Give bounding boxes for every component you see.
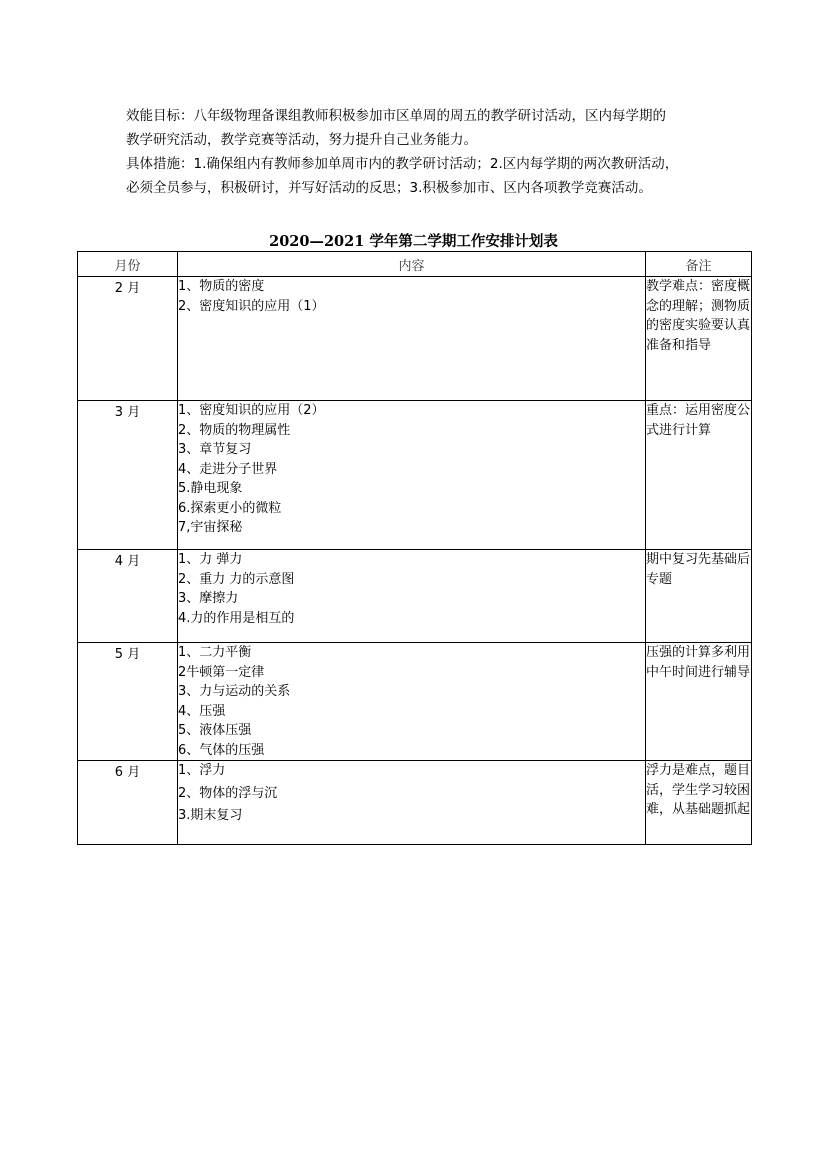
header-content: 内容 bbox=[178, 252, 646, 277]
month-cell: 6 月 bbox=[78, 761, 178, 845]
content-item: 5.静电现象 bbox=[178, 481, 243, 496]
content-item: 2、物体的浮与沉 bbox=[178, 785, 278, 801]
note-cell: 期中复习先基础后专题 bbox=[646, 550, 752, 643]
content-item: 1、浮力 bbox=[178, 763, 226, 778]
content-item: 1、力 弹力 bbox=[178, 552, 243, 567]
intro-line-1: 效能目标：八年级物理备课组教师积极参加市区单周的周五的教学研讨活动，区内每学期的 bbox=[126, 108, 666, 124]
table-title: 2020—2021 学年第二学期工作安排计划表 bbox=[269, 233, 558, 250]
intro-line-4: 必须全员参与，积极研讨，并写好活动的反思；3.积极参加市、区内各项教学竞赛活动。 bbox=[126, 180, 652, 196]
content-item: 2牛顿第一定律 bbox=[178, 664, 265, 680]
content-item: 1、二力平衡 bbox=[178, 645, 252, 660]
content-cell bbox=[178, 277, 646, 401]
note-cell: 教学难点：密度概念的理解；测物质的密度实验要认真准备和指导 bbox=[646, 277, 752, 401]
content-item: 5、液体压强 bbox=[178, 723, 252, 738]
content-item: 6、气体的压强 bbox=[178, 742, 265, 758]
plan-table bbox=[77, 251, 752, 845]
content-item: 3、力与运动的关系 bbox=[178, 684, 291, 699]
content-item: 4、走进分子世界 bbox=[178, 461, 278, 477]
content-item: 7,宇宙探秘 bbox=[178, 520, 243, 535]
month-cell: 4 月 bbox=[78, 550, 178, 643]
content-item: 2、物质的物理属性 bbox=[178, 422, 291, 438]
header-month: 月份 bbox=[78, 252, 178, 277]
content-item: 3、摩擦力 bbox=[178, 591, 239, 606]
content-item: 2、密度知识的应用（1） bbox=[178, 298, 325, 314]
content-item: 3.期末复习 bbox=[178, 808, 243, 823]
content-item: 3、章节复习 bbox=[178, 442, 252, 457]
table-row bbox=[78, 401, 752, 550]
content-item: 1、密度知识的应用（2） bbox=[178, 403, 325, 418]
note-cell: 浮力是难点，题目活，学生学习较困难，从基础题抓起 bbox=[646, 761, 752, 845]
month-cell: 2 月 bbox=[78, 277, 178, 401]
table-row bbox=[78, 277, 752, 401]
content-item: 4.力的作用是相互的 bbox=[178, 610, 295, 626]
content-cell bbox=[178, 643, 646, 761]
note-cell: 重点：运用密度公式进行计算 bbox=[646, 401, 752, 550]
table-row bbox=[78, 643, 752, 761]
intro-text bbox=[126, 104, 726, 200]
table-row bbox=[78, 761, 752, 845]
table-row bbox=[78, 550, 752, 643]
content-cell bbox=[178, 761, 646, 845]
content-item: 4、压强 bbox=[178, 703, 226, 719]
table-header-row bbox=[78, 252, 752, 277]
content-item: 6.探索更小的微粒 bbox=[178, 500, 282, 516]
content-item: 1、物质的密度 bbox=[178, 279, 265, 294]
month-cell: 3 月 bbox=[78, 401, 178, 550]
note-cell: 压强的计算多利用中午时间进行辅导 bbox=[646, 643, 752, 761]
header-note: 备注 bbox=[646, 252, 752, 277]
month-cell: 5 月 bbox=[78, 643, 178, 761]
content-item: 2、重力 力的示意图 bbox=[178, 571, 295, 587]
intro-line-2: 教学研究活动，教学竞赛等活动，努力提升自己业务能力。 bbox=[126, 132, 477, 148]
content-cell bbox=[178, 550, 646, 643]
content-cell bbox=[178, 401, 646, 550]
intro-line-3: 具体措施：1.确保组内有教师参加单周市内的教学研讨活动；2.区内每学期的两次教研活动， bbox=[126, 156, 679, 172]
